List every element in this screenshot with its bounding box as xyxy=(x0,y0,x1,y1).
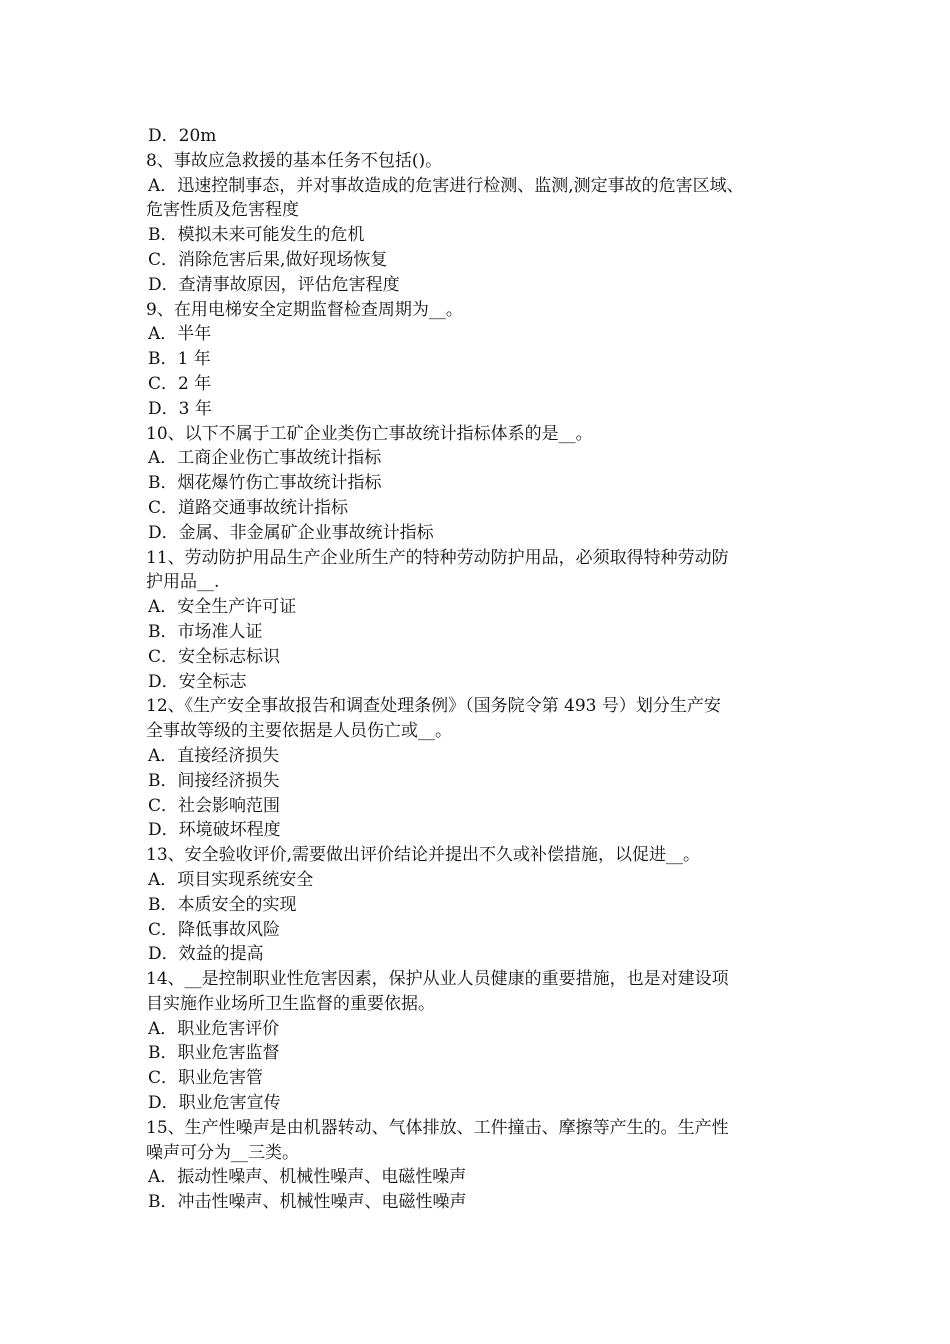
answer-option-line: B．烟花爆竹伤亡事故统计指标 xyxy=(148,473,382,494)
question-text-line: 8、事故应急救援的基本任务不包括()。 xyxy=(146,150,443,171)
answer-option-line: A．振动性噪声、机械性噪声、电磁性噪声 xyxy=(148,1167,467,1188)
answer-option-line: B．1 年 xyxy=(148,349,211,370)
answer-option-line: D．效益的提高 xyxy=(148,944,264,965)
answer-option-line: C．社会影响范围 xyxy=(148,795,281,816)
answer-option-line: D．职业危害宣传 xyxy=(148,1093,281,1114)
question-text-line: 10、以下不属于工矿企业类伤亡事故统计指标体系的是__。 xyxy=(146,423,593,444)
answer-option-line: D．环境破坏程度 xyxy=(148,820,281,841)
question-text-line: 目实施作业场所卫生监督的重要依据。 xyxy=(146,993,435,1014)
answer-option-line: C．道路交通事故统计指标 xyxy=(148,497,349,518)
answer-option-line: A．项目实现系统安全 xyxy=(148,869,314,890)
answer-option-line: B．本质安全的实现 xyxy=(148,894,297,915)
answer-option-line: D．3 年 xyxy=(148,398,212,419)
answer-option-line: A．工商企业伤亡事故统计指标 xyxy=(148,448,382,469)
answer-option-line: B．间接经济损失 xyxy=(148,770,280,791)
question-text-line: 14、__是控制职业性危害因素，保护从业人员健康的重要措施，也是对建设项 xyxy=(146,969,729,990)
question-text-line: 12、《生产安全事故报告和调查处理条例》（国务院令第 493 号）划分生产安 xyxy=(146,696,721,717)
question-list xyxy=(146,124,826,1215)
answer-option-line: A．安全生产许可证 xyxy=(148,597,297,618)
question-text-line: 护用品__. xyxy=(146,572,220,593)
answer-option-line: D．20m xyxy=(148,126,217,146)
answer-option-line: A．直接经济损失 xyxy=(148,745,280,766)
answer-option-line: D．查清事故原因，评估危害程度 xyxy=(148,274,400,295)
answer-option-line: C．2 年 xyxy=(148,373,212,394)
question-text-line: 11、劳动防护用品生产企业所生产的特种劳动防护用品，必须取得特种劳动防 xyxy=(146,547,729,568)
answer-option-line: D．安全标志 xyxy=(148,671,247,692)
question-text-line: 全事故等级的主要依据是人员伤亡或__。 xyxy=(146,721,452,742)
answer-option-line: C．消除危害后果,做好现场恢复 xyxy=(148,249,388,270)
question-text-line: 9、在用电梯安全定期监督检查周期为__。 xyxy=(146,299,463,320)
question-text-line: 15、生产性噪声是由机器转动、气体排放、工件撞击、摩擦等产生的。生产性 xyxy=(146,1117,729,1138)
answer-option-line: D．金属、非金属矿企业事故统计指标 xyxy=(148,522,434,543)
question-text-line: 噪声可分为__三类。 xyxy=(146,1142,299,1163)
answer-option-line: B．市场准人证 xyxy=(148,621,263,642)
answer-option-line: B．冲击性噪声、机械性噪声、电磁性噪声 xyxy=(148,1192,467,1213)
question-text-line: 13、安全验收评价,需要做出评价结论并提出不久或补偿措施，以促进__。 xyxy=(146,845,701,866)
answer-option-line: A．迅速控制事态，并对事故造成的危害进行检测、监测,测定事故的危害区域、 xyxy=(148,175,744,196)
answer-option-line: C．降低事故风险 xyxy=(148,919,281,940)
answer-option-line: A．半年 xyxy=(148,324,212,345)
answer-option-line: A．职业危害评价 xyxy=(148,1018,280,1039)
answer-option-line: C．职业危害管 xyxy=(148,1068,264,1089)
answer-option-line: C．安全标志标识 xyxy=(148,646,281,667)
answer-option-line: B．模拟未来可能发生的危机 xyxy=(148,225,365,246)
question-text-line: 危害性质及危害程度 xyxy=(146,200,299,221)
answer-option-line: B．职业危害监督 xyxy=(148,1043,280,1064)
